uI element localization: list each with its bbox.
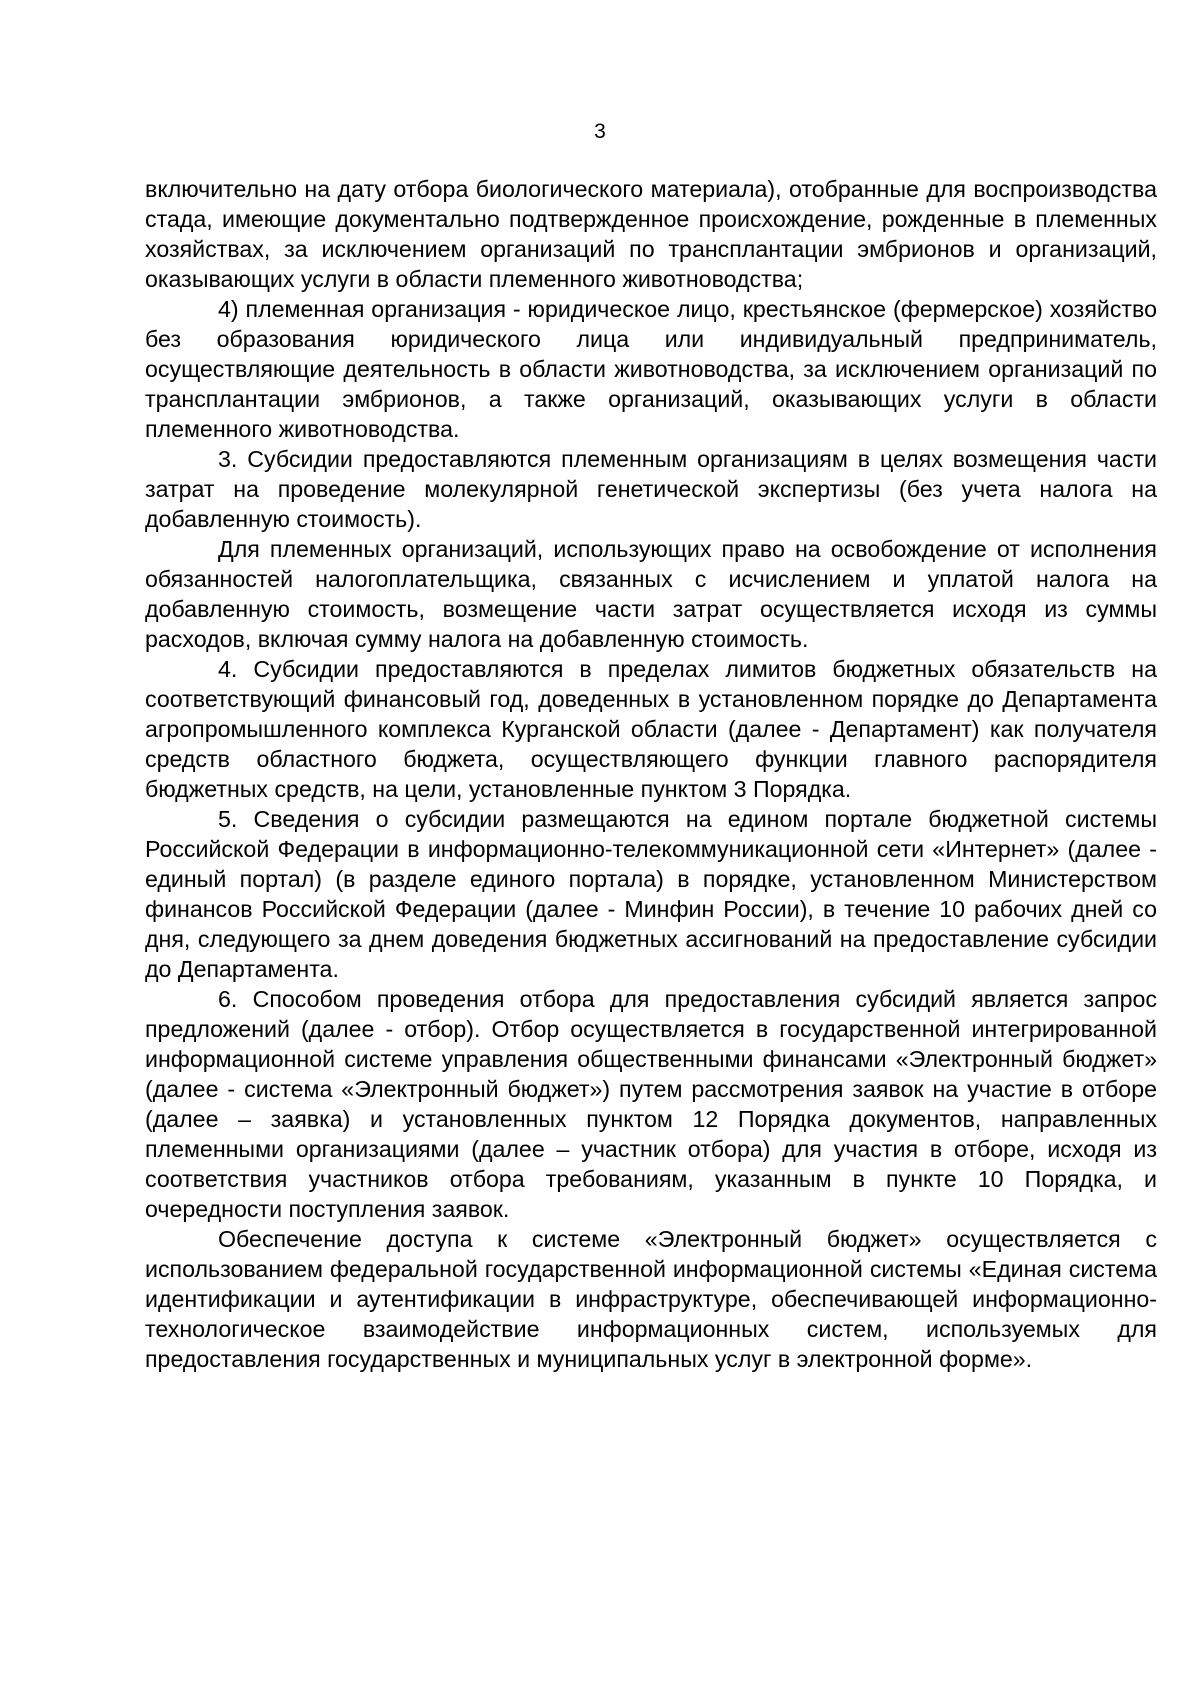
page-number: 3 (594, 120, 606, 143)
document-body (145, 174, 1157, 1374)
paragraph-clause-6: 6. Способом проведения отбора для предоставления субсидий является запрос предложений (далее - отбор). Отбор осуществляется в государственной интегрированной информационной системе управления общественными финансами «Электронный бюджет» (далее - система «Электронный бюджет») путем рассмотрения заявок на участие в отборе (далее – заявка) и установленных пунктом 12 Порядка документов, направленных племенными организациями (далее – участник отбора) для участия в отборе, исходя из соответствия участников отбора требованиям, указанным в пункте 10 Порядка, и очередности поступления заявок. (145, 986, 1157, 1222)
paragraph-breeding-organization-definition: 4) племенная организация - юридическое лицо, крестьянское (фермерское) хозяйство без образования юридического лица или индивидуальный предприниматель, осуществляющие деятельность в области животноводства, за исключением организаций по трансплантации эмбрионов, а также организаций, оказывающих услуги в области племенного животноводства. (145, 296, 1157, 442)
paragraph-continuation: включительно на дату отбора биологического материала), отобранные для воспроизводства стада, имеющие документально подтвержденное происхождение, рожденные в племенных хозяйствах, за исключением организаций по трансплантации эмбрионов и организаций, оказывающих услуги в области племенного животноводства; (145, 176, 1157, 292)
paragraph-vat-exemption: Для племенных организаций, использующих право на освобождение от исполнения обязанностей налогоплательщика, связанных с исчислением и уплатой налога на добавленную стоимость, возмещение части затрат осуществляется исходя из суммы расходов, включая сумму налога на добавленную стоимость. (145, 536, 1157, 652)
paragraph-clause-4: 4. Субсидии предоставляются в пределах лимитов бюджетных обязательств на соответствующий финансовый год, доведенных в установленном порядке до Департамента агропромышленного комплекса Курганской области (далее - Департамент) как получателя средств областного бюджета, осуществляющего функции главного распорядителя бюджетных средств, на цели, установленные пунктом 3 Порядка. (145, 656, 1157, 802)
paragraph-access-provision: Обеспечение доступа к системе «Электронный бюджет» осуществляется с использованием федеральной государственной информационной системы «Единая система идентификации и аутентификации в инфраструктуре, обеспечивающей информационно-технологическое взаимодействие информационных систем, используемых для предоставления государственных и муниципальных услуг в электронной форме». (145, 1226, 1157, 1372)
paragraph-clause-5: 5. Сведения о субсидии размещаются на едином портале бюджетной системы Российской Федерации в информационно-телекоммуникационной сети «Интернет» (далее - единый портал) (в разделе единого портала) в порядке, установленном Министерством финансов Российской Федерации (далее - Минфин России), в течение 10 рабочих дней со дня, следующего за днем доведения бюджетных ассигнований на предоставление субсидии до Департамента. (145, 806, 1157, 982)
paragraph-clause-3: 3. Субсидии предоставляются племенным организациям в целях возмещения части затрат на проведение молекулярной генетической экспертизы (без учета налога на добавленную стоимость). (145, 446, 1157, 532)
